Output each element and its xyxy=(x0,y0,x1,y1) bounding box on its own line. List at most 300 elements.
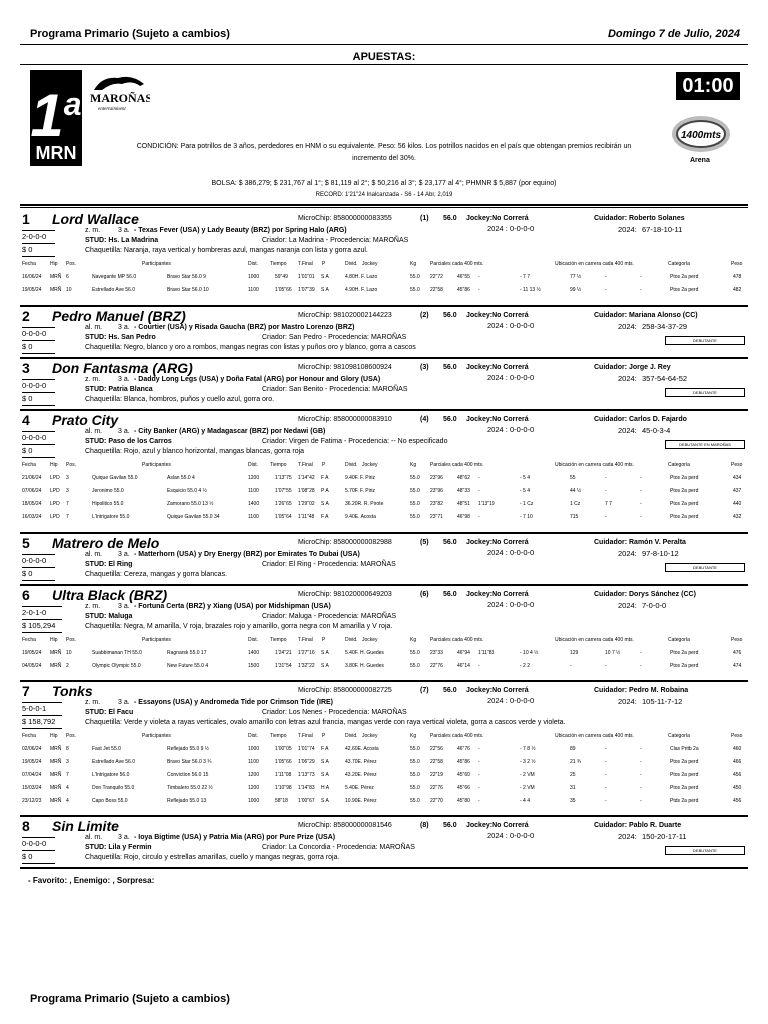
race-distance: 1400mts xyxy=(680,130,722,141)
earnings: $ 0 xyxy=(22,245,33,254)
race-cell: 42.60E. Acosta xyxy=(345,746,379,752)
race-cell: 7 7 xyxy=(605,501,612,507)
race-cell: 55.0 xyxy=(410,274,420,280)
race-cell: 1 Cz xyxy=(570,501,581,507)
race-cell: - 1 Cz xyxy=(520,501,534,507)
career-record: 2-0-1-0 xyxy=(22,608,47,617)
horse-name: Ultra Black (BRZ) xyxy=(52,587,168,603)
race-cell: 55.0 xyxy=(410,501,420,507)
race-cell: Conviction 56.0 15 xyxy=(167,772,209,778)
race-cell: 55.0 xyxy=(410,746,420,752)
race-cell: MRÑ xyxy=(50,650,62,656)
race-cell: MRÑ xyxy=(50,663,62,669)
race-cell: 55.0 xyxy=(410,514,420,520)
race-cell: P A xyxy=(321,488,329,494)
race-cell: S A xyxy=(321,663,329,669)
earnings: $ 0 xyxy=(22,394,33,403)
race-cell: 04/05/24 xyxy=(22,663,42,669)
earnings: $ 0 xyxy=(22,852,33,861)
race-cell: - 7 10 xyxy=(520,514,533,520)
earnings: $ 0 xyxy=(22,446,33,455)
race-cell: Capo Boss 55.0 xyxy=(92,798,128,804)
race-cell: 3 xyxy=(66,488,69,494)
brand-name: MAROÑAS xyxy=(90,91,150,105)
race-cell: 02/06/24 xyxy=(22,746,42,752)
race-cell: 1'11"48 xyxy=(298,514,315,520)
race-cell: Timbalero 55.0 22 ½ xyxy=(167,785,213,791)
race-cell: 46"76 xyxy=(457,746,470,752)
program-title: Programa Primario (Sujeto a cambios) xyxy=(30,28,230,40)
race-cell: 1200 xyxy=(248,785,260,791)
race-time: 01:00 xyxy=(676,72,740,100)
column-header: P xyxy=(322,462,326,468)
horse-weight: 56.0 xyxy=(443,539,457,546)
race-cell: LPD xyxy=(50,501,60,507)
race-cell: 3 xyxy=(66,759,69,765)
horse-name: Prato City xyxy=(52,412,119,428)
column-header: T.Final xyxy=(298,462,313,468)
jockey: Jockey:No Correrá xyxy=(466,591,529,598)
column-header: Peso xyxy=(731,637,743,643)
race-cell: - xyxy=(640,650,642,656)
horse-sex: al. m. xyxy=(85,551,103,558)
column-header: T.Final xyxy=(298,637,313,643)
jockey: Jockey:No Correrá xyxy=(466,416,529,423)
race-cell: 23"33 xyxy=(430,650,443,656)
underline xyxy=(22,444,55,445)
race-cell: S A xyxy=(321,772,329,778)
race-cell: Reflejado 55.0 9 ½ xyxy=(167,746,209,752)
race-cell: Ptos 2a perd xyxy=(670,772,699,778)
race-cell: S A xyxy=(321,274,329,280)
column-header: Participantes xyxy=(142,637,171,643)
race-cell: Bravo Star 56.0 10 xyxy=(167,287,209,293)
column-header: Participantes xyxy=(142,261,171,267)
race-cell: Bravo Star 56.0 3 ¾ xyxy=(167,759,212,765)
post-position: (8) xyxy=(420,822,429,829)
race-cell: - xyxy=(478,746,480,752)
race-cell: - 4 4 xyxy=(520,798,531,804)
column-header: Fecha xyxy=(22,637,36,643)
race-cell: - xyxy=(605,798,607,804)
divider xyxy=(20,680,748,682)
race-cell: 10 xyxy=(66,650,72,656)
trainer-record: 45-0-3-4 xyxy=(642,426,671,435)
race-cell: Bravo Star 56.0 9 xyxy=(167,274,206,280)
post-position: (1) xyxy=(420,215,429,222)
race-cell: 1'07"55 xyxy=(275,488,292,494)
underline xyxy=(22,715,62,716)
race-cell: 7 xyxy=(66,772,69,778)
column-header: Parciales cada 400 mts. xyxy=(430,462,484,468)
underline xyxy=(22,728,62,729)
race-cell: 45"86 xyxy=(457,287,470,293)
race-cell: - xyxy=(640,785,642,791)
status-badge: DEBUTANTE xyxy=(665,846,745,855)
predictions: - Favorito: , Enemigo: , Sorpresa: xyxy=(28,876,155,885)
race-cell: - xyxy=(640,746,642,752)
jockey-record: 0-0-0-0 xyxy=(510,425,535,434)
career-record: 0-0-0-0 xyxy=(22,433,47,442)
jockey-record: 0-0-0-0 xyxy=(510,224,535,233)
jockey-record: 0-0-0-0 xyxy=(510,600,535,609)
pedigree: - Essayons (USA) y Andromeda Tide por Crimson Tide (IRE) xyxy=(134,699,334,706)
horse-sex: z. m. xyxy=(85,376,101,383)
column-header: Divid. xyxy=(345,261,358,267)
jockey-year: 2024 : xyxy=(487,224,508,233)
underline xyxy=(22,405,55,406)
race-cell: 1'14"83 xyxy=(298,785,315,791)
silks: Chaquetilla: Verde y violeta a rayas verticales, ovalo amarillo con letras azul francia, mangas verde con raya vertical violeta, gorra a cascos verde y violeta. xyxy=(85,719,566,726)
status-badge: DEBUTANTE xyxy=(665,563,745,572)
race-cell: 45"80 xyxy=(457,798,470,804)
race-cell: 7 xyxy=(66,514,69,520)
race-cell: 1500 xyxy=(248,663,260,669)
race-cell: 19/05/24 xyxy=(22,650,42,656)
horse-logo-icon xyxy=(88,68,150,124)
race-cell: L'Intrigatore 55.0 xyxy=(92,514,130,520)
horse-weight: 56.0 xyxy=(443,416,457,423)
race-cell: - xyxy=(640,475,642,481)
column-header: Peso xyxy=(731,733,743,739)
column-header: Divid. xyxy=(345,637,358,643)
underline xyxy=(22,392,55,393)
divider xyxy=(20,409,748,411)
column-header: Jockey xyxy=(362,733,378,739)
race-cell: 8 xyxy=(66,746,69,752)
race-cell: 1200 xyxy=(248,772,260,778)
column-header: Pos. xyxy=(66,637,77,643)
underline xyxy=(22,230,55,231)
pedigree: - Fortuna Certa (BRZ) y Xiang (USA) por Midshipman (USA) xyxy=(134,603,331,610)
silks: Chaquetilla: Cereza, mangas y gorra blancas. xyxy=(85,571,228,578)
race-cell: - xyxy=(478,514,480,520)
trainer-record: 97-8-10-12 xyxy=(642,549,679,558)
race-cell: 1'05"64 xyxy=(275,514,292,520)
jockey: Jockey:No Correrá xyxy=(466,364,529,371)
underline xyxy=(22,327,55,328)
race-number-badge xyxy=(30,70,82,166)
column-header: Kg xyxy=(410,261,417,267)
post-position: (7) xyxy=(420,687,429,694)
column-header: Peso xyxy=(731,462,743,468)
jockey-record: 0-0-0-0 xyxy=(510,321,535,330)
race-cell: 1'05"66 xyxy=(275,759,292,765)
race-cell: 55.0 xyxy=(410,287,420,293)
race-cell: - xyxy=(640,772,642,778)
race-cell: 476 xyxy=(733,650,742,656)
trainer-year: 2024: xyxy=(618,832,637,841)
horse-number: 8 xyxy=(22,818,30,834)
jockey: Jockey:No Correrá xyxy=(466,312,529,319)
race-cell: - xyxy=(605,488,607,494)
stud: STUD: El Facu xyxy=(85,709,134,716)
column-header: Parciales cada 400 mts. xyxy=(430,733,484,739)
silks: Chaquetilla: Rojo, circulo y estrellas amarillas, cuello y mangas negras, gorra roja. xyxy=(85,854,340,861)
race-cell: 1'01"01 xyxy=(298,274,315,280)
column-header: Participantes xyxy=(142,733,171,739)
race-cell: - xyxy=(640,488,642,494)
race-cell: 22"58 xyxy=(430,759,443,765)
race-cell: Ptos 2a perd xyxy=(670,488,699,494)
underline xyxy=(22,567,55,568)
underline xyxy=(22,702,62,703)
earnings: $ 158,792 xyxy=(22,717,56,726)
race-cell: 456 xyxy=(733,798,742,804)
column-header: Parciales cada 400 mts. xyxy=(430,637,484,643)
race-cell: 22"72 xyxy=(430,274,443,280)
career-record: 0-0-0-0 xyxy=(22,381,47,390)
race-cell: 46"94 xyxy=(457,650,470,656)
career-record: 2-0-0-0 xyxy=(22,232,47,241)
column-header: Pos. xyxy=(66,462,77,468)
race-cell: - xyxy=(478,785,480,791)
microchip: MicroChip: 858000000083910 xyxy=(298,416,392,423)
race-cell: L'Intrigatore 56.0 xyxy=(92,772,130,778)
column-header: Kg xyxy=(410,637,417,643)
underline xyxy=(22,243,55,244)
race-cell: 31 xyxy=(570,785,576,791)
trainer-year: 2024: xyxy=(618,322,637,331)
race-cell: - xyxy=(640,798,642,804)
breeder: Criador: San Benito - Procedencia: MAROÑAS xyxy=(262,386,408,393)
underline xyxy=(22,863,55,864)
race-cell: 1'11"08 xyxy=(275,772,292,778)
column-header: Peso xyxy=(731,261,743,267)
race-cell: 5.40E. Pérez xyxy=(345,785,374,791)
breeder: Criador: El Ring - Procedencia: MAROÑAS xyxy=(262,561,396,568)
column-header: Kg xyxy=(410,462,417,468)
race-cell: 434 xyxy=(733,475,742,481)
race-cell: 07/04/24 xyxy=(22,772,42,778)
microchip: MicroChip: 981020000649203 xyxy=(298,591,392,598)
horse-sex: z. m. xyxy=(85,227,101,234)
race-cell: 07/06/24 xyxy=(22,488,42,494)
jockey: Jockey:No Correrá xyxy=(466,687,529,694)
race-cell: 3 xyxy=(66,475,69,481)
column-header: Ubicación en carrera cada 400 mts. xyxy=(555,637,634,643)
column-header: Fecha xyxy=(22,462,36,468)
race-cell: 46"98 xyxy=(457,514,470,520)
race-cell: 21 ¾ xyxy=(570,759,582,765)
race-cell: 22"70 xyxy=(430,798,443,804)
stud: STUD: Paso de los Carros xyxy=(85,438,172,445)
race-cell: - 2 VM xyxy=(520,785,535,791)
race-cell: - xyxy=(478,798,480,804)
race-cell: 55.0 xyxy=(410,759,420,765)
jockey-year: 2024 : xyxy=(487,548,508,557)
race-cell: 16/06/24 xyxy=(22,274,42,280)
race-cell: 55.0 xyxy=(410,488,420,494)
race-cell: 1'13"75 xyxy=(275,475,292,481)
race-cell: 4 xyxy=(66,785,69,791)
race-cell: 99 ½ xyxy=(570,287,582,293)
race-cell: 1'29"02 xyxy=(298,501,315,507)
race-cell: 44 ½ xyxy=(570,488,582,494)
race-cell: - xyxy=(570,663,572,669)
race-cell: 1'00"67 xyxy=(298,798,315,804)
trainer-record: 105-11-7-12 xyxy=(642,697,683,706)
race-cell: 1'05"66 xyxy=(275,287,292,293)
horse-sex: al. m. xyxy=(85,324,103,331)
race-cell: Fast Jet 55.0 xyxy=(92,746,121,752)
post-position: (3) xyxy=(420,364,429,371)
column-header: Ubicación en carrera cada 400 mts. xyxy=(555,462,634,468)
divider xyxy=(20,357,748,359)
column-header: Hip xyxy=(50,261,58,267)
race-cell: 460 xyxy=(733,746,742,752)
horse-name: Don Fantasma (ARG) xyxy=(52,360,193,376)
race-cell: F A xyxy=(321,746,329,752)
race-cell: Ptos 2a perd xyxy=(670,785,699,791)
race-cell: Navegante MP 56.0 xyxy=(92,274,137,280)
race-cell: Ptos 2a perd xyxy=(670,274,699,280)
race-cell: - xyxy=(605,475,607,481)
race-cell: 35 xyxy=(570,798,576,804)
race-cell: Suabbimanan TH 55.0 xyxy=(92,650,142,656)
earnings: $ 105,294 xyxy=(22,621,56,630)
race-cell: Ptos 2a perd xyxy=(670,287,699,293)
post-position: (5) xyxy=(420,539,429,546)
race-cell: 55.0 xyxy=(410,785,420,791)
horse-sex: al. m. xyxy=(85,428,103,435)
race-cell: - xyxy=(640,514,642,520)
race-cell: 46"14 xyxy=(457,663,470,669)
race-cell: - 10 4 ½ xyxy=(520,650,539,656)
race-cell: MRÑ xyxy=(50,798,62,804)
race-cell: Hipolitico 55.0 xyxy=(92,501,124,507)
earnings: $ 0 xyxy=(22,342,33,351)
breeder: Criador: La Madrina - Procedencia: MAROÑAS xyxy=(262,237,409,244)
race-cell: S A xyxy=(321,650,329,656)
jockey-year: 2024 : xyxy=(487,600,508,609)
horse-number: 3 xyxy=(22,360,30,376)
horse-weight: 56.0 xyxy=(443,822,457,829)
race-cell: 3.80F. H. Guedes xyxy=(345,663,384,669)
program-date: Domingo 7 de Julio, 2024 xyxy=(607,28,740,40)
stud: STUD: Hs. La Madrina xyxy=(85,237,159,244)
purse: BOLSA: $ 386,279; $ 231,767 al 1°; $ 81,119 al 2°; $ 50,216 al 3°; $ 23,177 al 4°; PHMNR $ 5,887 (por equino) xyxy=(211,180,557,187)
race-cell: - xyxy=(605,287,607,293)
column-header: Dist. xyxy=(248,733,258,739)
race-cell: 1000 xyxy=(248,798,260,804)
horse-weight: 56.0 xyxy=(443,687,457,694)
horse-weight: 56.0 xyxy=(443,312,457,319)
breeder: Criador: La Concordia - Procedencia: MAROÑAS xyxy=(262,844,415,851)
race-cell: Ptos 2a perd xyxy=(670,759,699,765)
race-cell: 22"58 xyxy=(430,287,443,293)
column-header: Ubicación en carrera cada 400 mts. xyxy=(555,733,634,739)
race-cell: LPD xyxy=(50,475,60,481)
jockey: Jockey:No Correrá xyxy=(466,822,529,829)
race-cell: 55.0 xyxy=(410,650,420,656)
column-header: Dist. xyxy=(248,637,258,643)
post-position: (2) xyxy=(420,312,429,319)
race-cell: 55.0 xyxy=(410,772,420,778)
horse-number: 5 xyxy=(22,535,30,551)
race-cell: - xyxy=(478,488,480,494)
column-header: P xyxy=(322,637,326,643)
race-cell: Olympic Olympic 55.0 xyxy=(92,663,141,669)
race-cell: 58"18 xyxy=(275,798,288,804)
race-cell: 5.40F. H. Guedes xyxy=(345,650,384,656)
race-cell: 15/03/24 xyxy=(22,785,42,791)
earnings: $ 0 xyxy=(22,569,33,578)
race-cell: - 5 4 xyxy=(520,488,531,494)
race-cell: 1'01"74 xyxy=(298,746,315,752)
race-cell: 45"86 xyxy=(457,759,470,765)
race-cell: 1400 xyxy=(248,501,260,507)
horse-age: 3 a. xyxy=(118,603,130,610)
trainer-year: 2024: xyxy=(618,601,637,610)
race-cell: S A xyxy=(321,501,329,507)
race-cell: Ptos 2a perd xyxy=(670,650,699,656)
horse-weight: 56.0 xyxy=(443,215,457,222)
race-cell: Ptos 2a perd xyxy=(670,501,699,507)
jockey-record: 0-0-0-0 xyxy=(510,548,535,557)
pedigree: - City Banker (ARG) y Madagascar (BRZ) por Nedawi (GB) xyxy=(134,428,326,435)
pedigree: - Texas Fever (USA) y Lady Beauty (BRZ) por Spring Halo (ARG) xyxy=(134,227,347,234)
pedigree: - Courtier (USA) y Risada Gaucha (BRZ) por Mastro Lorenzo (BRZ) xyxy=(134,324,355,331)
race-cell: 715 xyxy=(570,514,579,520)
race-cell: 55.0 xyxy=(410,798,420,804)
underline xyxy=(22,850,55,851)
race-cell: H A xyxy=(321,785,330,791)
race-cell: Jeronimo 55.0 xyxy=(92,488,124,494)
race-cell: 43.20E. Pérez xyxy=(345,772,377,778)
race-cell: 6 xyxy=(66,274,69,280)
race-cell: 1'27"16 xyxy=(298,650,315,656)
horse-age: 3 a. xyxy=(118,376,130,383)
race-cell: - xyxy=(478,475,480,481)
column-header: T.Final xyxy=(298,261,313,267)
underline xyxy=(22,580,55,581)
horse-age: 3 a. xyxy=(118,428,130,435)
track-record: RECORD: 1'21"24 Inalcanzada - S6 - 14 Abr, 2,019 xyxy=(315,192,453,198)
race-cell: 89 xyxy=(570,746,576,752)
column-header: P xyxy=(322,733,326,739)
race-cell: F A xyxy=(321,475,329,481)
race-cell: - xyxy=(640,287,642,293)
silks: Chaquetilla: Blanca, hombros, puños y cuello azul, gorra oro. xyxy=(85,396,275,403)
race-cell: 1'11"83 xyxy=(478,650,495,656)
column-header: Hip xyxy=(50,733,58,739)
footer-title: Programa Primario (Sujeto a cambios) xyxy=(30,993,230,1005)
silks: Chaquetilla: Negro, blanco y oro a rombos, mangas negras con listas y puños oro y blanco, gorra a cascos xyxy=(85,344,416,351)
race-cell: Quique Gavilan 55.0 34 xyxy=(167,514,220,520)
race-cell: - xyxy=(478,759,480,765)
trainer-year: 2024: xyxy=(618,549,637,558)
race-cell: Ptos 2a perd xyxy=(670,663,699,669)
column-header: Divid. xyxy=(345,733,358,739)
microchip: MicroChip: 858000000082988 xyxy=(298,539,392,546)
race-cell: New Future 55.0 4 xyxy=(167,663,209,669)
divider xyxy=(20,584,748,586)
race-cell: 21/06/24 xyxy=(22,475,42,481)
horse-sex: z. m. xyxy=(85,699,101,706)
career-record: 0-0-0-0 xyxy=(22,839,47,848)
status-badge: DEBUTANTE xyxy=(665,336,745,345)
race-cell: 19/05/24 xyxy=(22,287,42,293)
trainer: Cuidador: Jorge J. Rey xyxy=(594,364,671,371)
race-cell: 1'06"29 xyxy=(298,759,315,765)
race-cell: Ptos 2a perd xyxy=(670,514,699,520)
race-cell: - xyxy=(640,663,642,669)
column-header: Fecha xyxy=(22,261,36,267)
race-cell: 1100 xyxy=(248,759,259,765)
trainer-record: 67-18-10-11 xyxy=(642,225,683,234)
race-cell: 1'00"05 xyxy=(275,746,292,752)
